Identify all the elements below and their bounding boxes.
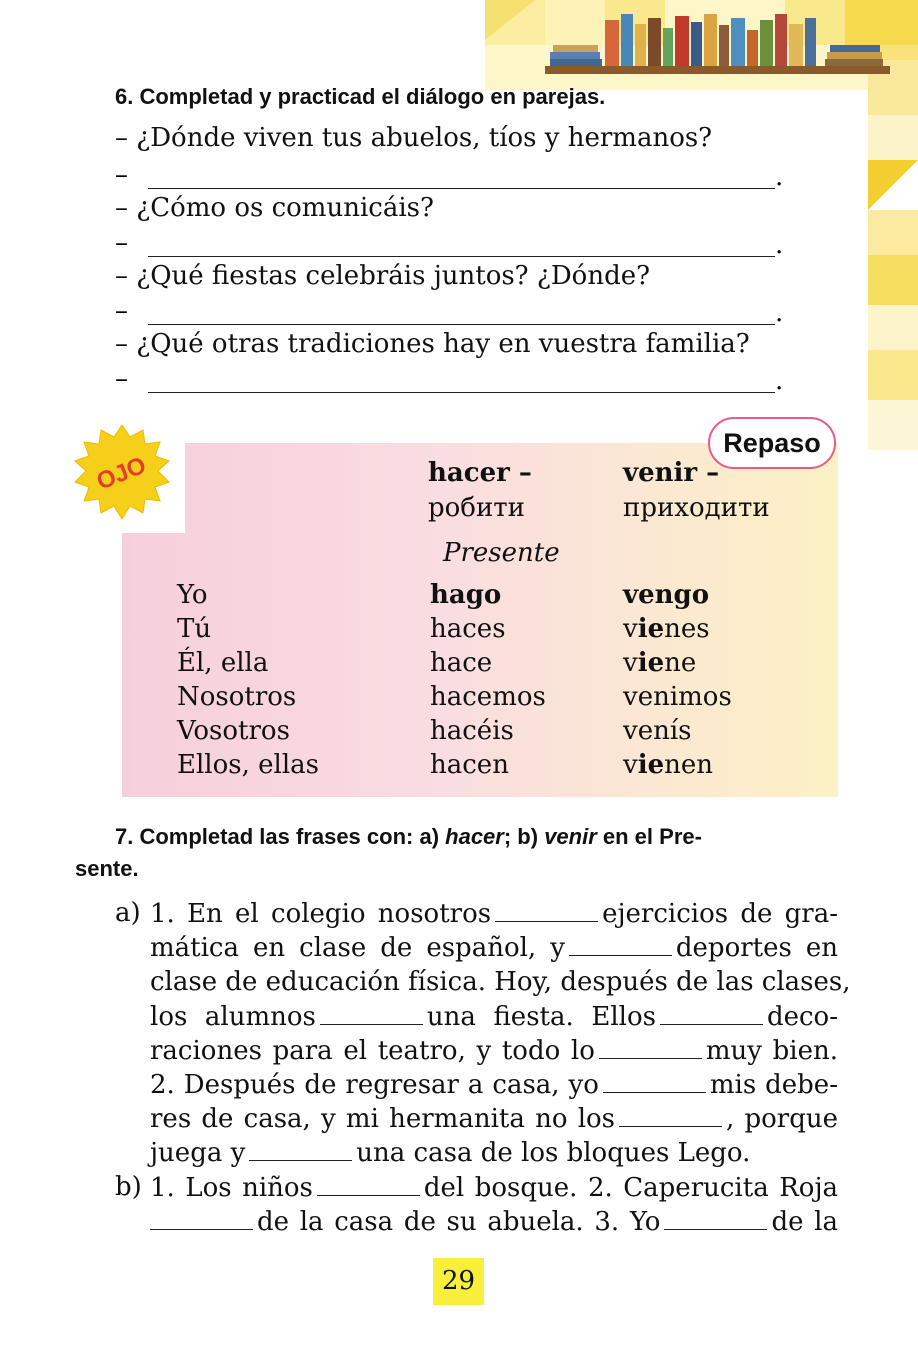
venir-form: venimos [623,682,732,712]
venir-form: vienes [623,614,710,644]
hacer-form: hacen [430,750,509,780]
fill-blank[interactable] [150,1211,253,1230]
fill-blank[interactable] [495,903,598,922]
pronoun: Nosotros [177,682,297,712]
part-b-text: 1. Los niños del bosque. 2. Caperucita Roja de la casa de su abuela. 3. Yo de la [150,1173,839,1238]
part-a-label: a) [115,898,141,928]
fill-blank[interactable] [317,1177,420,1196]
fill-blank[interactable] [249,1142,352,1161]
hacer-form: hacemos [430,682,546,712]
exercise-7-title-cont: sente. [75,856,139,881]
fill-blank[interactable] [660,1006,763,1025]
dialogue-line: – ¿Qué otras tradiciones hay en vuestra familia? [115,329,750,359]
dialogue-line: – ¿Cómo os comunicáis? [115,193,434,223]
fill-blank[interactable] [619,1108,722,1127]
verb-venir: venir – [623,458,720,488]
repaso-tag: Repaso [708,417,836,469]
hacer-form: hace [430,648,493,678]
page-number: 29 [433,1258,484,1305]
venir-form: venís [623,716,692,746]
dialogue-line: – ¿Dónde viven tus abuelos, tíos y hermanos? [115,123,713,153]
exercise-6-instruction: Completad y practicad el diálogo en parejas. [139,84,606,109]
verb-venir-translation: приходити [623,493,770,523]
verb-hacer: hacer – [428,458,532,488]
tense-label: Presente [443,538,560,568]
verb-hacer-translation: робити [428,493,525,523]
bookshelf-illustration [545,10,890,76]
pronoun: Yo [177,580,208,610]
venir-form: vengo [623,580,710,610]
venir-form: viene [623,648,697,678]
pronoun: Vosotros [177,716,290,746]
exercise-6-title [115,84,605,110]
ojo-badge-label: OJO [92,451,150,496]
exercise-7-number: 7. [115,824,134,849]
part-a-text: 1. En el colegio nosotros ejercicios de gra- mática en clase de español, y deportes en clase de educación física. Hoy, después de las clases, los alumnos una fiesta. Ellos deco- raciones para el teatro, y todo lo muy bien. 2. Después de regresar a casa, yo mis debe- res de casa, y mi hermanita no los , porque juega y una casa de los bloques Lego. [150,899,851,1169]
fill-blank[interactable] [320,1006,423,1025]
pronoun: Tú [177,614,212,644]
hacer-form: hacéis [430,716,514,746]
fill-blank[interactable] [664,1211,767,1230]
dialogue-line: – ¿Qué fiestas celebráis juntos? ¿Dónde? [115,261,651,291]
fill-blank[interactable] [599,1040,702,1059]
fill-blank[interactable] [603,1074,706,1093]
venir-form: vienen [623,750,714,780]
hacer-form: haces [430,614,506,644]
part-b-label: b) [115,1172,142,1202]
ojo-badge [70,423,174,521]
hacer-form: hago [430,580,502,610]
decorative-side-tiles [868,60,918,450]
pronoun: Él, ella [177,648,269,678]
fill-blank[interactable] [569,937,672,956]
pronoun: Ellos, ellas [177,750,319,780]
exercise-7-title: 7. Completad las frases con: a) hacer; b) venir en el Pre- [115,824,702,849]
exercise-6-number: 6. [115,84,134,109]
